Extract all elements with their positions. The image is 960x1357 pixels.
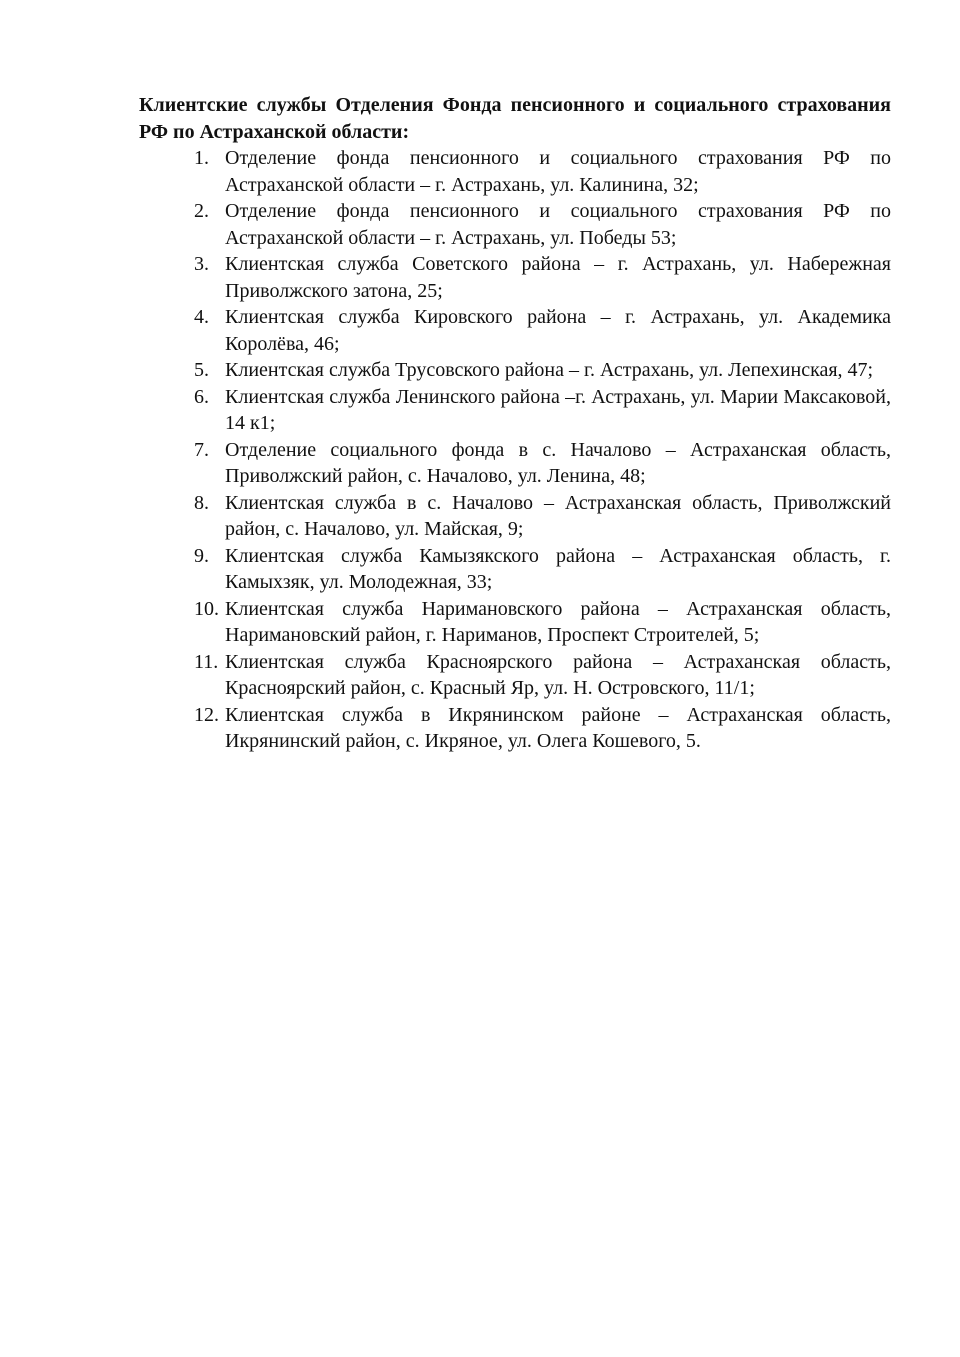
- list-item-number: 3.: [194, 253, 209, 275]
- document-body: [139, 92, 891, 755]
- list-item-text: Клиентская служба в Икрянинском районе – Астраханская область, Икрянинский район, с. Икряное, ул. Олега Кошевого, 5.: [225, 703, 891, 752]
- list-item: [139, 145, 891, 198]
- list-item: [139, 490, 891, 543]
- list-item-number: 12.: [194, 703, 219, 726]
- list-item-number: 11.: [194, 650, 219, 673]
- list-item: [139, 198, 891, 251]
- list-item-text: Клиентская служба Советского района – г. Астрахань, ул. Набережная Приволжского затона, 25;: [225, 253, 891, 302]
- list-item: [139, 251, 891, 304]
- client-services-list: [139, 145, 891, 755]
- list-item-number: 1.: [194, 147, 209, 169]
- list-item-text: Клиентская служба в с. Началово – Астраханская область, Приволжский район, с. Началово, ул. Майская, 9;: [225, 491, 891, 540]
- list-item-number: 7.: [194, 438, 209, 461]
- list-item-text: Клиентская служба Красноярского района – Астраханская область, Красноярский район, с. Красный Яр, ул. Н. Островского, 11/1;: [225, 650, 891, 699]
- list-item-number: 9.: [194, 544, 209, 567]
- list-item-text: Клиентская служба Камызякского района – Астраханская область, г. Камыхзяк, ул. Молодежная, 33;: [225, 544, 891, 593]
- list-item-text: Клиентская служба Трусовского района – г. Астрахань, ул. Лепехинская, 47;: [225, 359, 874, 381]
- list-item: [139, 304, 891, 357]
- list-item-text: Клиентская служба Ленинского района –г. Астрахань, ул. Марии Максаковой, 14 к1;: [225, 385, 891, 434]
- list-item-text: Клиентская служба Кировского района – г. Астрахань, ул. Академика Королёва, 46;: [225, 306, 891, 355]
- list-item-text: Отделение фонда пенсионного и социального страхования РФ по Астраханской области – г. Астрахань, ул. Калинина, 32;: [225, 147, 891, 196]
- list-item-text: Клиентская служба Наримановского района – Астраханская область, Наримановский район, г. Нариманов, Проспект Строителей, 5;: [225, 597, 891, 646]
- list-item-number: 6.: [194, 385, 209, 408]
- list-item-number: 2.: [194, 200, 209, 222]
- document-heading: Клиентские службы Отделения Фонда пенсионного и социального страхования РФ по Астраханской области:: [139, 94, 891, 143]
- list-item-number: 8.: [194, 491, 209, 514]
- list-item-number: 5.: [194, 359, 209, 381]
- list-item: [139, 543, 891, 596]
- list-item: [139, 437, 891, 490]
- list-item: [139, 596, 891, 649]
- list-item: [139, 649, 891, 702]
- list-item: [139, 384, 891, 437]
- list-item-text: Отделение социального фонда в с. Началово – Астраханская область, Приволжский район, с. Началово, ул. Ленина, 48;: [225, 438, 891, 487]
- list-item-number: 4.: [194, 306, 209, 328]
- list-item: [139, 702, 891, 755]
- list-item-number: 10.: [194, 597, 219, 620]
- list-item: [139, 357, 891, 384]
- list-item-text: Отделение фонда пенсионного и социального страхования РФ по Астраханской области – г. Астрахань, ул. Победы 53;: [225, 200, 891, 249]
